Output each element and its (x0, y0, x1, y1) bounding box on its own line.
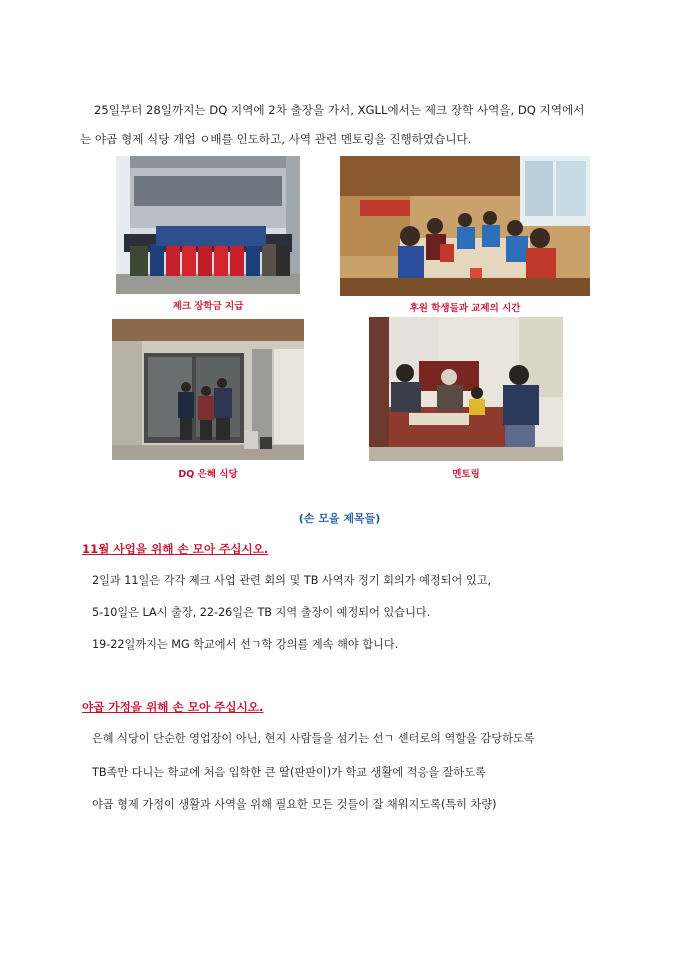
list-item: 은혜 식당이 단순한 영업장이 아닌, 현지 사람들을 섬기는 선ㄱ 센터로의 역할을 감당하도록 (92, 732, 535, 745)
mentoring-photo (369, 317, 563, 461)
intro-line-1: 25일부터 28일까지는 DQ 지역에 2차 출장을 가서, XGLL에서는 제크 장학 사역을, DQ 지역에서 (94, 103, 585, 117)
photo-caption-3: DQ 은혜 식당 (178, 469, 238, 480)
photo-caption-2: 후원 학생들과 교제의 시간 (409, 303, 521, 314)
photo-caption-1: 제크 장학금 지급 (172, 301, 244, 312)
list-item: 5-10일은 LA시 출장, 22-26일은 TB 지역 출장이 예정되어 있습니다. (92, 606, 431, 619)
list-item: 야곱 형제 가정이 생활과 사역을 위해 필요한 모든 것들이 잘 채워지도록(특히 차량) (92, 798, 497, 811)
photo-caption-4: 멘토링 (452, 469, 480, 480)
intro-paragraph (80, 96, 620, 154)
prayer-title: (손 모을 제목들) (298, 512, 381, 525)
list-item: TB족만 다니는 학교에 처음 입학한 큰 딸(판판이)가 학교 생활에 적응을 잘하도록 (92, 766, 486, 779)
list-item: 2일과 11일은 각각 제크 사업 관련 회의 및 TB 사역자 정기 회의가 예정되어 있고, (92, 574, 492, 587)
section-heading-2: 야곱 가정을 위해 손 모아 주십시오. (82, 700, 264, 714)
group-photo (116, 156, 300, 294)
storefront-photo (112, 319, 304, 460)
intro-line-2: 는 야곱 형제 식당 개업 ㅇ배를 인도하고, 사역 관련 멘토링을 진행하였습니다. (80, 132, 472, 146)
restaurant-photo (340, 156, 590, 296)
list-item: 19-22일까지는 MG 학교에서 선ㄱ학 강의를 계속 해야 합니다. (92, 638, 399, 651)
section-heading-1: 11월 사업을 위해 손 모아 주십시오. (82, 542, 269, 556)
